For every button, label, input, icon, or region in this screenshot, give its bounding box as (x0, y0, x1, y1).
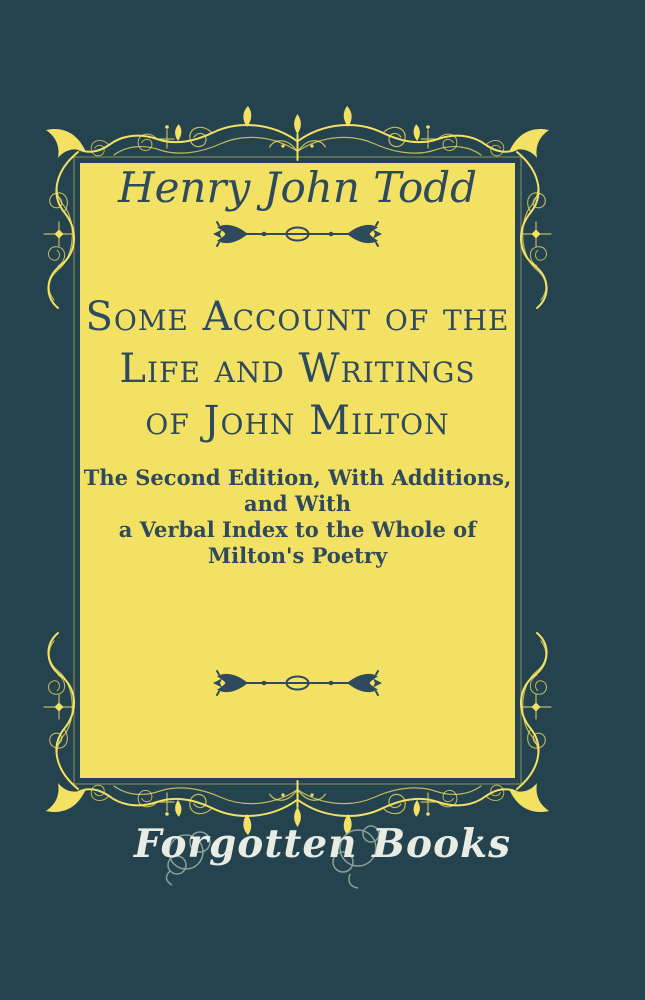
author-name: Henry John Todd (117, 163, 478, 212)
divider-ornament-bottom (212, 668, 383, 698)
divider-arrow-left (213, 671, 248, 695)
publisher-logo: Forgotten Books (133, 821, 512, 867)
divider-ornament-top (212, 219, 383, 249)
book-title (80, 291, 515, 447)
subtitle-line: a Verbal Index to the Whole of Milton's Poetry (118, 517, 477, 568)
divider-arrow-right (347, 222, 382, 246)
title-line: Life and Writings (119, 346, 476, 392)
divider-arrow-left (213, 222, 248, 246)
frame-fleuron-top (270, 114, 326, 160)
book-subtitle (80, 465, 515, 569)
title-line: of John Milton (145, 398, 450, 444)
subtitle-line: The Second Edition, With Additions, and With (83, 465, 512, 516)
divider-arrow-right (347, 671, 382, 695)
title-line: Some Account of the (85, 294, 510, 340)
